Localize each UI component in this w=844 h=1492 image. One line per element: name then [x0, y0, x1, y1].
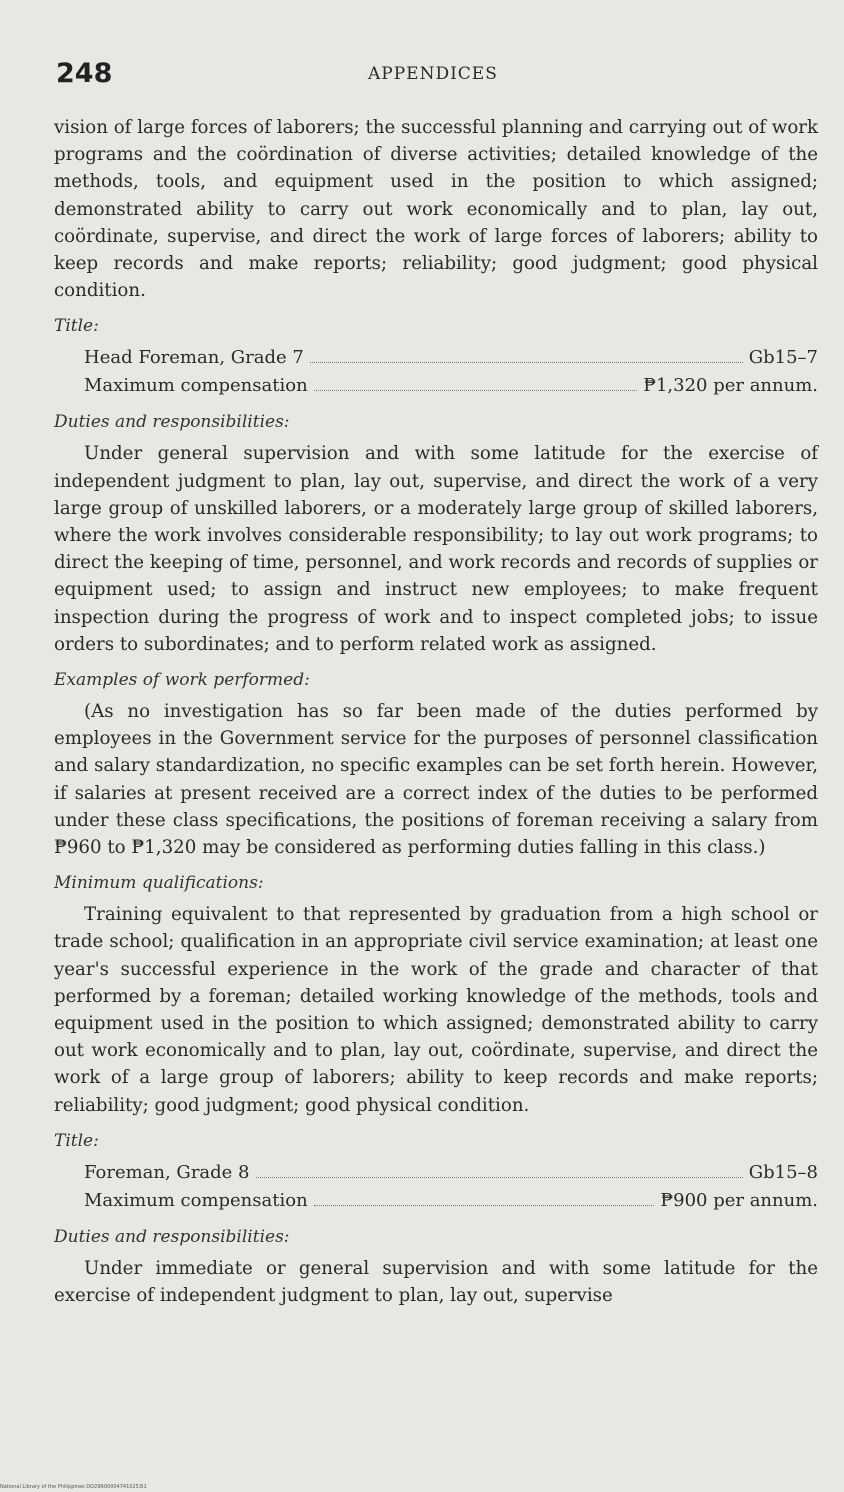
dot-leader	[310, 362, 743, 363]
duties-heading: Duties and responsibilities:	[54, 412, 290, 433]
compensation-label: Maximum compensation	[84, 375, 308, 397]
position-title: Foreman, Grade 8	[84, 1161, 250, 1183]
compensation-row	[84, 1187, 818, 1215]
compensation-value: ₱900 per annum.	[660, 1189, 818, 1211]
title-row	[84, 1159, 818, 1187]
title-heading: Title:	[54, 316, 99, 337]
position-code: Gb15–8	[748, 1161, 818, 1183]
scan-footer: National Library of the Philippines DO29R000047410253I1	[0, 1484, 147, 1490]
position-code: Gb15–7	[748, 347, 818, 369]
page-header	[56, 58, 814, 98]
title-block	[54, 1159, 818, 1215]
title-row	[84, 344, 818, 372]
running-head: APPENDICES	[368, 64, 498, 84]
qualifications-paragraph: Training equivalent to that represented by graduation from a high school or trade school; qualification in an appropriate civil service examination; at least one year's successful experience in the work of the grade and character of that performed by a foreman; detailed working knowledge of the methods, tools and equipment used in the position to which assigned; demonstrated ability to carry out work economically and to plan, lay out, coördinate, supervise, and direct the work of a large group of laborers; ability to keep records and make reports; reliability; good judgment; good physical condition.	[54, 904, 818, 1116]
qualifications-heading: Minimum qualifications:	[54, 873, 264, 894]
duties-paragraph: Under general supervision and with some latitude for the exercise of independent judgment to plan, lay out, supervise, and direct the work of a very large group of unskilled laborers, or a moderately large group of skilled laborers, where the work involves considerable responsibility; to lay out work programs; to direct the keeping of time, personnel, and work records and records of supplies or equipment used; to assign and instruct new employees; to make frequent inspection during the progress of work and to inspect completed jobs; to issue orders to subordinates; and to perform related work as assigned.	[54, 443, 818, 655]
duties-heading: Duties and responsibilities:	[54, 1226, 290, 1247]
page-number: 248	[56, 58, 113, 89]
compensation-value: ₱1,320 per annum.	[643, 375, 818, 397]
compensation-row	[84, 372, 818, 400]
dot-leader	[256, 1177, 743, 1178]
title-heading: Title:	[54, 1130, 99, 1151]
dot-leader	[314, 1205, 655, 1206]
dot-leader	[314, 390, 638, 391]
compensation-label: Maximum compensation	[84, 1189, 308, 1211]
position-title: Head Foreman, Grade 7	[84, 347, 304, 369]
duties-paragraph: Under immediate or general supervision and with some latitude for the exercise of independent judgment to plan, lay out, supervise	[54, 1257, 818, 1307]
continued-paragraph: vision of large forces of laborers; the successful planning and carrying out of work programs and the coördination of diverse activities; detailed knowledge of the methods, tools, and equipment used in the position to which assigned; demonstrated ability to carry out work economically and to plan, lay out, coördinate, supervise, and direct the work of large forces of laborers; ability to keep records and make reports; reliability; good judgment; good physical condition.	[54, 117, 818, 302]
examples-heading: Examples of work performed:	[54, 670, 310, 691]
examples-paragraph: (As no investigation has so far been made of the duties performed by employees in the Government service for the purposes of personnel classification and salary standardization, no specific examples can be set forth herein. However, if salaries at present received are a correct index of the duties to be performed under these class specifications, the positions of foreman receiving a salary from ₱960 to ₱1,320 may be considered as performing duties falling in this class.)	[54, 701, 818, 859]
title-block	[54, 344, 818, 400]
page-body	[54, 114, 818, 1309]
